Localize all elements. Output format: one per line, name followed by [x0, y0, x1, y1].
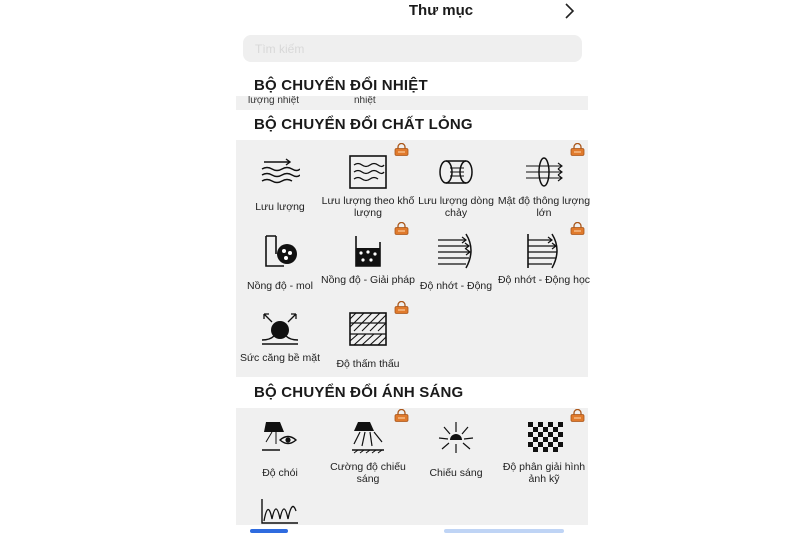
- lock-icon: [570, 409, 585, 422]
- tile-flow[interactable]: [236, 148, 324, 228]
- illumination-icon: [436, 418, 476, 456]
- luminous-intensity-icon: [348, 418, 388, 456]
- tile-luminous-intensity[interactable]: [324, 414, 412, 494]
- tile-label: Độ nhớt - Động: [419, 280, 493, 292]
- tile-dynamic-viscosity[interactable]: [412, 228, 500, 308]
- flux-density-icon: [524, 152, 564, 190]
- lock-icon: [570, 143, 585, 156]
- tile-mass-flow[interactable]: [321, 148, 415, 228]
- tile-label: Sức căng bề mặt: [240, 352, 320, 364]
- tile-label: Độ thấm thấu: [336, 358, 400, 370]
- kinematic-viscosity-icon: [524, 232, 564, 270]
- tile-label: Mật độ thông lượng lớn: [497, 195, 591, 219]
- scroll-indicator: [444, 529, 564, 533]
- tile-surface-tension[interactable]: [236, 306, 324, 386]
- section-title-heat: BỘ CHUYỂN ĐỔI NHIỆT: [254, 77, 428, 94]
- tile-resolution[interactable]: [500, 414, 588, 494]
- tile-permeability[interactable]: [324, 306, 412, 386]
- permeability-icon: [348, 310, 388, 348]
- tile-kinematic-viscosity[interactable]: [497, 228, 591, 308]
- tile-concentration-solution[interactable]: [321, 228, 415, 308]
- scroll-indicator: [250, 529, 288, 533]
- tile-label: Độ nhớt - Động học: [497, 274, 591, 286]
- dynamic-viscosity-icon: [436, 232, 476, 270]
- lock-icon: [394, 143, 409, 156]
- pipe-flow-icon: [436, 152, 476, 190]
- beaker-solution-icon: [348, 232, 388, 270]
- lock-icon: [394, 409, 409, 422]
- tile-label: Nồng độ - mol: [247, 280, 313, 292]
- tile-label: Nồng độ - Giải pháp: [321, 274, 415, 286]
- tile-label: Độ chói: [262, 467, 298, 479]
- search-input[interactable]: [243, 35, 582, 62]
- tile-label: Chiếu sáng: [429, 467, 483, 479]
- tile-concentration-mol[interactable]: [236, 228, 324, 308]
- tile-luminance[interactable]: [236, 414, 324, 494]
- tile-label: Lưu lượng dòng chảy: [418, 195, 494, 219]
- resolution-icon: [524, 418, 564, 456]
- tile-pipe-flow[interactable]: [412, 148, 500, 228]
- lock-icon: [394, 222, 409, 235]
- heat-grid: [236, 96, 588, 110]
- tile-label: Lưu lượng theo khố lượng: [321, 195, 415, 219]
- heat-peek-label-2[interactable]: nhiệt: [354, 96, 376, 106]
- flow-icon: [260, 152, 300, 190]
- lock-icon: [394, 301, 409, 314]
- mass-flow-icon: [348, 152, 388, 190]
- tile-label: Lưu lượng: [255, 201, 305, 213]
- section-title-light: BỘ CHUYỂN ĐỔI ÁNH SÁNG: [254, 384, 464, 401]
- heat-peek-label-1[interactable]: lượng nhiệt: [248, 96, 300, 106]
- luminance-icon: [260, 418, 300, 456]
- section-title-fluid: BỘ CHUYỂN ĐỔI CHẤT LỎNG: [254, 116, 473, 133]
- chevron-right-icon[interactable]: [562, 2, 576, 20]
- search-placeholder: Tìm kiếm: [255, 42, 305, 56]
- tile-label: Độ phân giải hình ảnh kỹ: [502, 461, 586, 485]
- page-title: Thư mục: [408, 2, 474, 19]
- top-bar: [0, 0, 800, 24]
- beaker-mol-icon: [260, 232, 300, 270]
- wave-icon: [260, 497, 300, 525]
- lock-icon: [570, 222, 585, 235]
- tile-illumination[interactable]: [412, 414, 500, 494]
- surface-tension-icon: [260, 310, 300, 348]
- tile-label: Cường độ chiếu sáng: [330, 461, 406, 485]
- tile-flux-density[interactable]: [497, 148, 591, 228]
